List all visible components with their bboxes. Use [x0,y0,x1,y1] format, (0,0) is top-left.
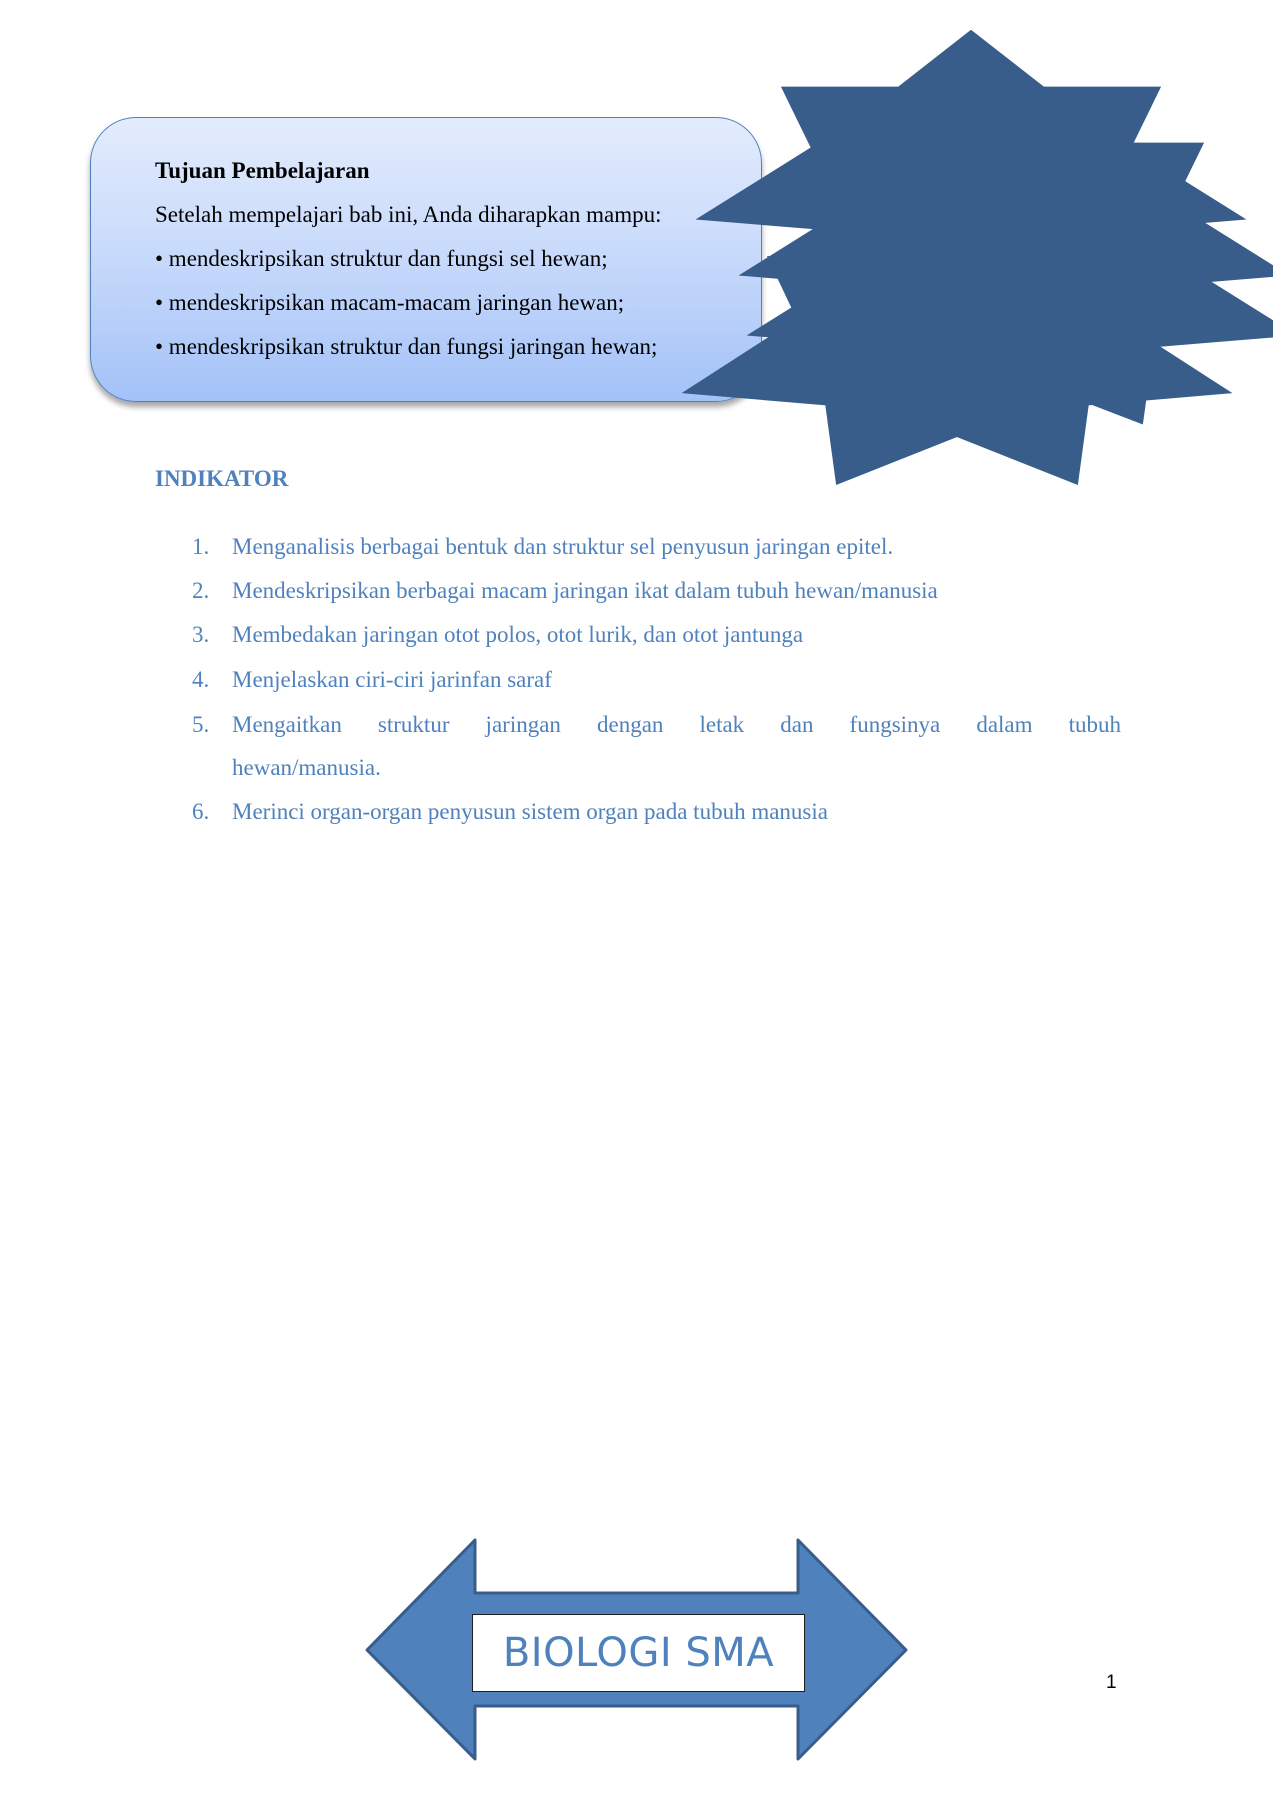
list-item-continuation: hewan/manusia. [232,755,381,780]
list-number: 2. [192,578,210,603]
list-item: Menganalisis berbagai bentuk dan struktur sel penyusun jaringan epitel. [232,534,894,559]
list-number: 1. [192,534,210,559]
learning-goals-title: Tujuan Pembelajaran [155,158,370,183]
banner-label: BIOLOGI SMA [472,1614,805,1692]
list-number: 6. [192,799,210,824]
list-item: Merinci organ-organ penyusun sistem organ pada tubuh manusia [232,799,828,824]
list-item: Membedakan jaringan otot polos, otot lurik, dan otot jantunga [232,622,804,647]
list-item: Mendeskripsikan berbagai macam jaringan ikat dalam tubuh hewan/manusia [232,578,938,603]
learning-goal-bullet: • mendeskripsikan struktur dan fungsi sel hewan; [155,246,608,271]
learning-goal-bullet: • mendeskripsikan macam-macam jaringan hewan; [155,290,625,315]
list-number: 4. [192,667,210,692]
list-item: Mengaitkan struktur jaringan dengan letak dan fungsinya dalam tubuh [232,712,1121,737]
learning-goal-bullet: • mendeskripsikan struktur dan fungsi jaringan hewan; [155,334,658,359]
list-item: Menjelaskan ciri-ciri jarinfan saraf [232,667,552,692]
indicators-heading: INDIKATOR [155,466,289,491]
page-number: 1 [1106,1672,1117,1693]
list-number: 5. [192,712,210,737]
learning-goals-intro: Setelah mempelajari bab ini, Anda diharapkan mampu: [155,202,662,227]
list-number: 3. [192,622,210,647]
